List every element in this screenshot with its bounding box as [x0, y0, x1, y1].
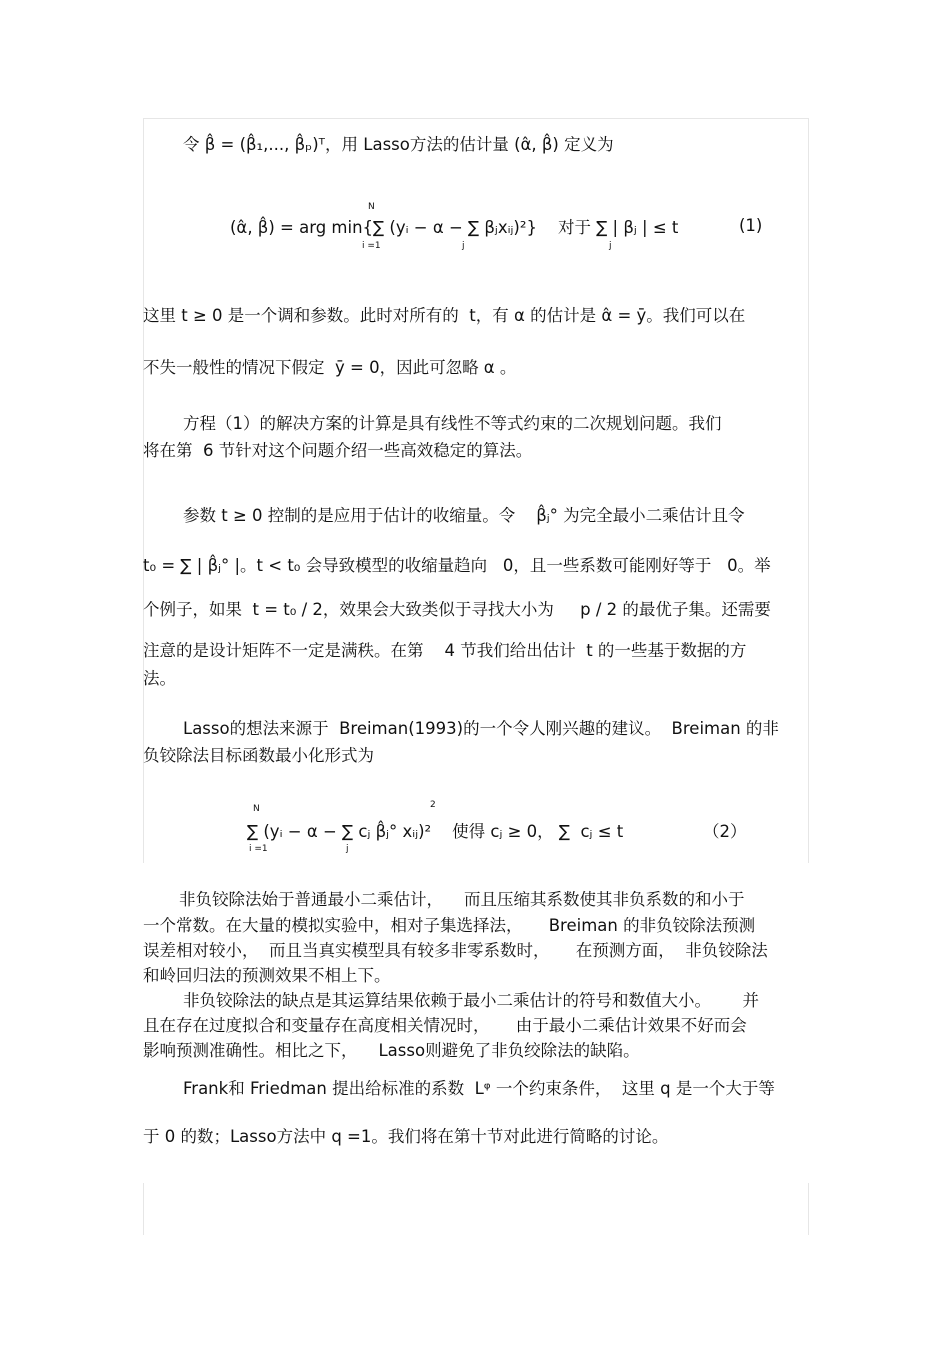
text-line: 法。	[143, 669, 176, 688]
square-exponent: 2	[430, 800, 436, 810]
text-line: 一个常数。在大量的模拟实验中，相对子集选择法， Breiman 的非负铰除法预测	[143, 916, 756, 935]
sum-lower-limit: i =1	[362, 241, 381, 251]
text-line: 非负铰除法的缺点是其运算结果依赖于最小二乘估计的符号和数值大小。 并	[183, 991, 759, 1010]
text-line: 令 β̂ = (β̂₁,..., β̂ₚ)ᵀ，用 Lasso方法的估计量 (α̂, β̂) 定义为	[183, 135, 614, 154]
text-line: Frank和 Friedman 提出给标准的系数 Lᵠ 一个约束条件， 这里 q 是一个大于等	[183, 1079, 775, 1098]
equation-2: ∑ (yᵢ − α − ∑ cⱼ β̂ⱼ° xᵢⱼ)² 使得 cⱼ ≥ 0， ∑ cⱼ ≤ t	[247, 822, 624, 841]
text-line: 方程（1）的解决方案的计算是具有线性不等式约束的二次规划问题。我们	[183, 414, 722, 433]
sum-lower-limit: j	[462, 241, 465, 251]
text-line: t₀ = ∑ | β̂ⱼ° |。t < t₀ 会导致模型的收缩量趋向 0，且一些系数可能刚好等于 0。举	[143, 556, 771, 575]
text-line: 个例子，如果 t = t₀ / 2，效果会大致类似于寻找大小为 p / 2 的最优子集。还需要	[143, 600, 771, 619]
sum-lower-limit: j	[609, 241, 612, 251]
text-line: 和岭回归法的预测效果不相上下。	[143, 966, 391, 985]
text-line: 参数 t ≥ 0 控制的是应用于估计的收缩量。令 β̂ⱼ° 为完全最小二乘估计且令	[183, 506, 745, 525]
equation-number: (1)	[739, 216, 763, 235]
text-line: 于 0 的数；Lasso方法中 q =1。我们将在第十节对此进行简略的讨论。	[143, 1127, 669, 1146]
text-line: 影响预测准确性。相比之下， Lasso则避免了非负绞除法的缺陷。	[143, 1041, 640, 1060]
sum-upper-limit: N	[253, 804, 260, 814]
text-line: 误差相对较小， 而且当真实模型具有较多非零系数时， 在预测方面， 非负铰除法	[143, 941, 768, 960]
page-frame-bottom	[143, 1183, 809, 1235]
sum-upper-limit: N	[368, 202, 375, 212]
sum-lower-limit: i =1	[249, 844, 268, 854]
text-line: 非负铰除法始于普通最小二乘估计， 而且压缩其系数使其非负系数的和小于	[179, 890, 745, 909]
text-line: 注意的是设计矩阵不一定是满秩。在第 4 节我们给出估计 t 的一些基于数据的方	[143, 641, 747, 660]
equation-1: (α̂, β̂) = arg min{∑ (yᵢ − α − ∑ βⱼxᵢⱼ)²} 对于 ∑ | βⱼ | ≤ t	[230, 218, 679, 237]
text-line: 负铰除法目标函数最小化形式为	[143, 746, 374, 765]
sum-lower-limit: j	[346, 844, 349, 854]
text-line: 将在第 6 节针对这个问题介绍一些高效稳定的算法。	[143, 441, 533, 460]
equation-number: （2）	[703, 822, 747, 841]
text-line: 不失一般性的情况下假定 ȳ = 0，因此可忽略 α 。	[143, 358, 517, 377]
text-line: 且在存在过度拟合和变量存在高度相关情况时， 由于最小二乘估计效果不好而会	[143, 1016, 747, 1035]
text-line: Lasso的想法来源于 Breiman(1993)的一个令人刚兴趣的建议。 Breiman 的非	[183, 719, 779, 738]
text-line: 这里 t ≥ 0 是一个调和参数。此时对所有的 t，有 α 的估计是 α̂ = ȳ。我们可以在	[143, 306, 746, 325]
